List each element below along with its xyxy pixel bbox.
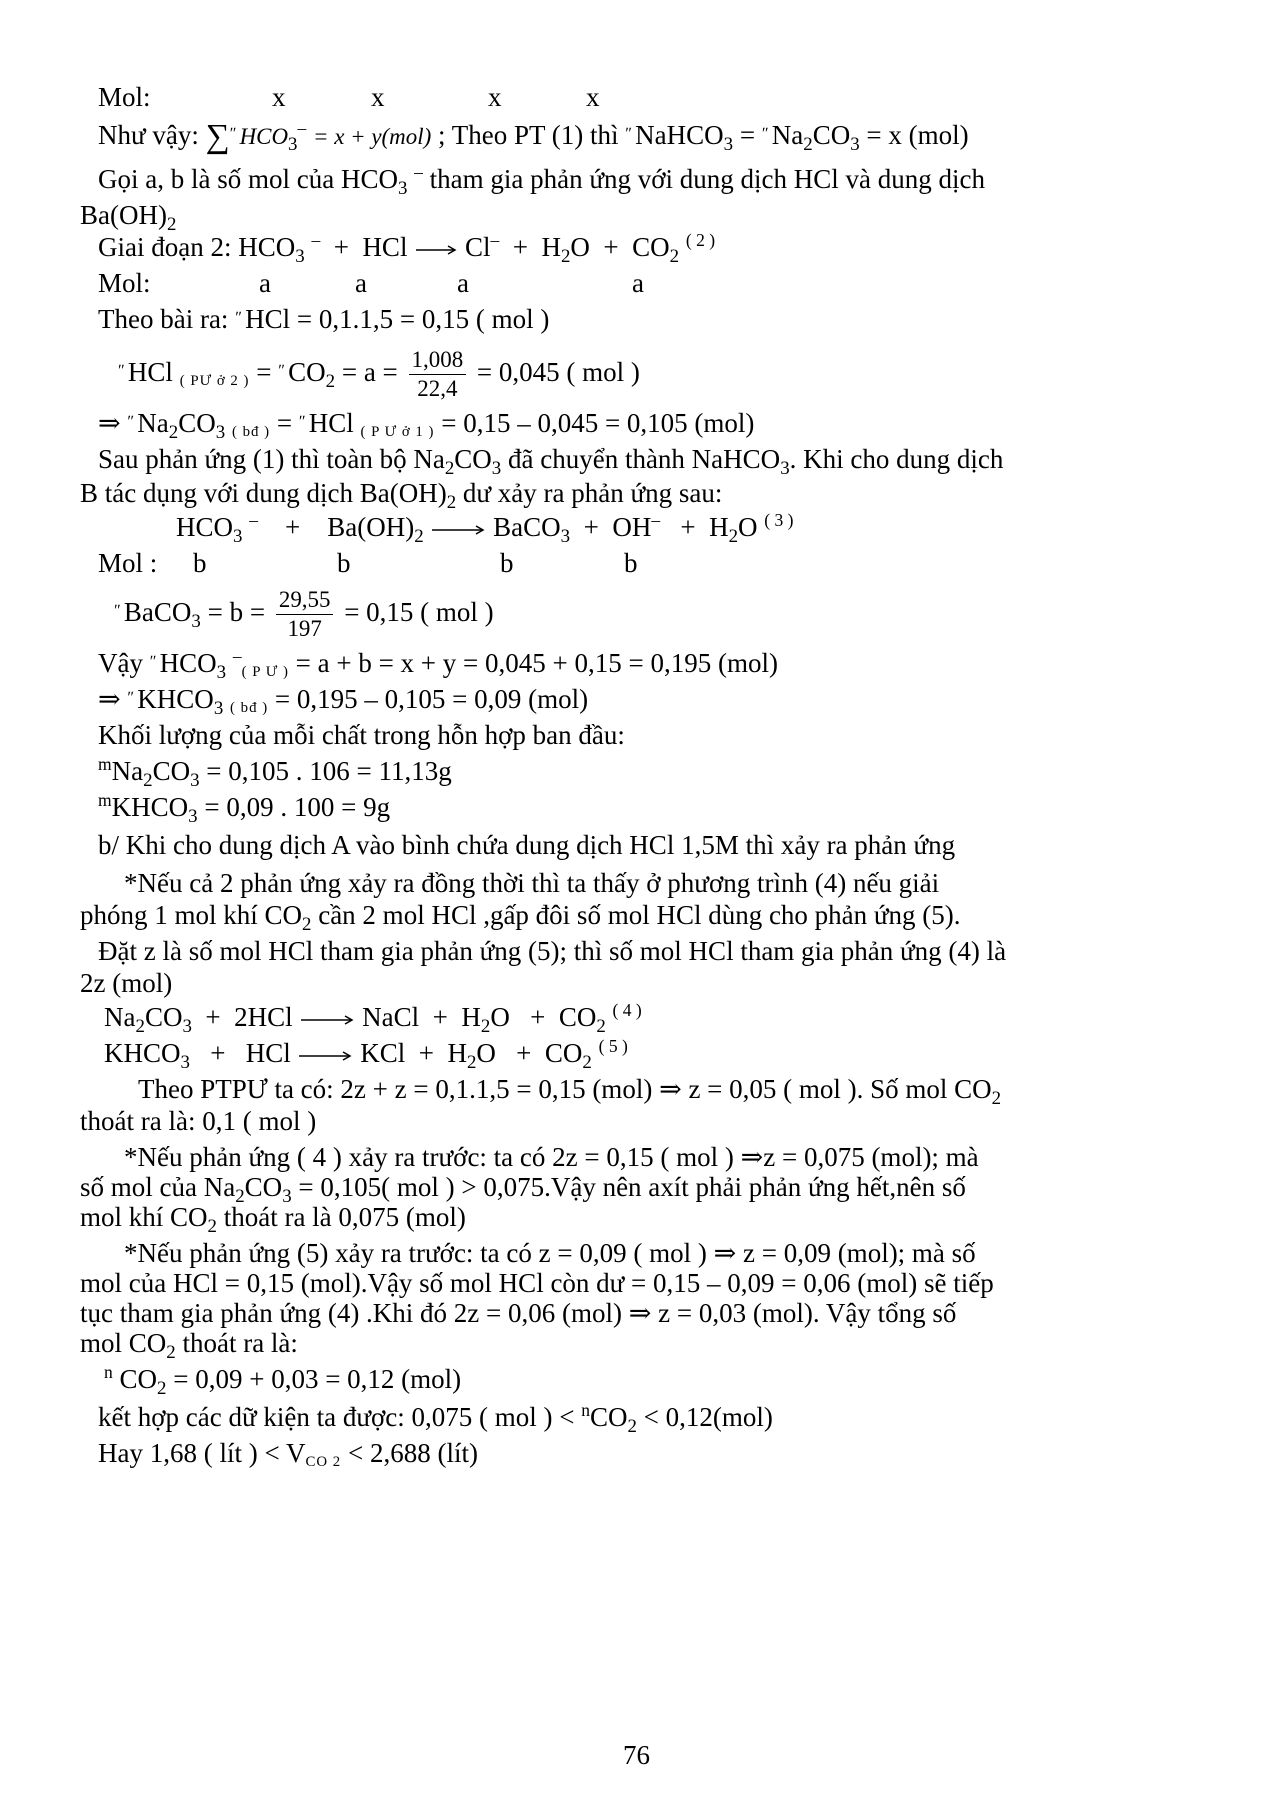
equation-3: $HCO_3$ – + $Ba(OH)_2$ BaCO$_3$ + OH– + $H_2O$ $^{( 3 )}$ bbox=[176, 510, 794, 547]
mol-value: x bbox=[272, 82, 286, 112]
line-theo-bai-ra: Theo bài ra: $^ʺ$ HCl = 0,1.1,5 = 0,15 ( mol ) bbox=[98, 304, 550, 334]
line-na2co3-bd: ⇒ $^ʺ$ $Na_2CO_3$ ( bđ ) = $^ʺ$ HCl ( P Ư ở 1 ) = 0,15 – 0,045 = 0,105 (mol) bbox=[98, 408, 755, 443]
mol-value: a bbox=[259, 268, 271, 298]
arrow-icon bbox=[299, 1014, 355, 1026]
paragraph-sau-pu1-cont: B tác dụng với dung dịch $Ba(OH)_2$ dư xảy ra phản ứng sau: bbox=[80, 478, 723, 513]
fraction: $\frac{29,55}{197}$ bbox=[276, 586, 334, 643]
mol-value: a bbox=[457, 268, 469, 298]
fraction: $\frac{1,008}{22,4}$ bbox=[409, 346, 467, 403]
line-m-na2co3: $^mNa_2CO_3 = 0,105$ . 106 = 11,13g bbox=[98, 754, 452, 791]
line-mol-x bbox=[98, 80, 151, 114]
paragraph-p5-cont: mol của HCl = 0,15 (mol).Vậy số mol HCl còn dư = 0,15 – 0,09 = 0,06 (mol) sẽ tiếp bbox=[80, 1268, 994, 1298]
mol-label: Mol: bbox=[98, 82, 151, 112]
paragraph-p4: *Nếu phản ứng ( 4 ) xảy ra trước: ta có 2z = 0,15 ( mol ) ⇒z = 0,075 (mol); mà bbox=[124, 1142, 979, 1172]
mol-value: b bbox=[337, 548, 351, 578]
paragraph-p5-cont3: mol $CO_2$ thoát ra là: bbox=[80, 1328, 298, 1363]
equation-4: $Na_2CO_3 + 2HCl$ NaCl + $H_2O + CO_2$ $^{( 4 )}$ bbox=[104, 1000, 642, 1037]
line-hcl-pu2: $^ʺ$ HCl ( PƯ ở 2 ) = $^ʺ$ $CO_2 = a$ = $\frac{1,008}{22,4}$ = 0,045 ( mol ) bbox=[118, 347, 640, 402]
line-nhu-vay: Như vậy: ∑$^ʺ$ $HCO_3^- = x + y(mol)$ ; Theo PT (1) thì $^ʺ$ NaHCO$_3$ = $^ʺ$ $Na_2CO_3 = x$ (mol) bbox=[98, 117, 969, 155]
line-m-khco3: $^mKHCO_3 = 0,09$ . 100 = 9g bbox=[98, 790, 391, 827]
paragraph-p5-cont2: tục tham gia phản ứng (4) .Khi đó 2z = 0,06 (mol) ⇒ z = 0,03 (mol). Vậy tổng số bbox=[80, 1298, 957, 1328]
mol-value: a bbox=[632, 268, 644, 298]
line-vay-hco3: Vậy $^ʺ$ $HCO_3$ –( P Ư ) = a + b = x + y = 0,045 + 0,15 = 0,195 (mol) bbox=[98, 646, 778, 683]
mol-value: b bbox=[624, 548, 638, 578]
page-number: 76 bbox=[623, 1740, 650, 1770]
mol-value: x bbox=[586, 82, 600, 112]
mol-value: x bbox=[488, 82, 502, 112]
line-hay: Hay 1,68 ( lít ) < VCO 2 < 2,688 (lít) bbox=[98, 1438, 478, 1471]
line-ket-hop: kết hợp các dữ kiện ta được: 0,075 ( mol ) < $^nCO_2 < 0,12(mol)$ bbox=[98, 1400, 773, 1437]
line-khoi-luong: Khối lượng của mỗi chất trong hỗn hợp ban đầu: bbox=[98, 720, 625, 750]
line-part-b: b/ Khi cho dung dịch A vào bình chứa dung dịch HCl 1,5M thì xảy ra phản ứng bbox=[98, 830, 956, 860]
mol-value: b bbox=[193, 548, 207, 578]
line-mol-b: Mol : bbox=[98, 548, 158, 578]
arrow-icon bbox=[430, 524, 486, 536]
arrow-icon bbox=[297, 1050, 353, 1062]
paragraph-ptpu-cont: thoát ra là: 0,1 ( mol ) bbox=[80, 1106, 317, 1136]
line-baoh2: $Ba(OH)_2$ bbox=[80, 200, 177, 235]
line-khco3-bd: ⇒ $^ʺ$ $KHCO_3$ ( bđ ) = 0,195 – 0,105 = 0,09 (mol) bbox=[98, 684, 589, 719]
line-baco3: $^ʺ$ BaCO$_3$ = b = $\frac{29,55}{197}$ = 0,15 ( mol ) bbox=[114, 587, 494, 642]
paragraph-goi-ab: Gọi a, b là số mol của $HCO_3$ – tham gia phản ứng với dung dịch HCl và dung dịch bbox=[98, 162, 986, 199]
equation-5: $KHCO_3$ + HCl KCl + $H_2O + CO_2$ $^{( 5 )}$ bbox=[104, 1036, 628, 1073]
paragraph-p5: *Nếu phản ứng (5) xảy ra trước: ta có z = 0,09 ( mol ) ⇒ z = 0,09 (mol); mà số bbox=[124, 1238, 976, 1268]
mol-value: x bbox=[371, 82, 385, 112]
mol-value: a bbox=[355, 268, 367, 298]
paragraph-p4-cont2: mol khí $CO_2$ thoát ra là 0,075 (mol) bbox=[80, 1202, 466, 1237]
line-mol-a: Mol: bbox=[98, 268, 151, 298]
paragraph-neu-ca2-cont: phóng 1 mol khí $CO_2$ cần 2 mol HCl ,gấp đôi số mol HCl dùng cho phản ứng (5). bbox=[80, 900, 961, 935]
paragraph-p4-cont: số mol của $Na_2CO_3 = 0,105$( mol ) > 0,075.Vậy nên axít phải phản ứng hết,nên số bbox=[80, 1172, 966, 1207]
paragraph-neu-ca2: *Nếu cả 2 phản ứng xảy ra đồng thời thì ta thấy ở phương trình (4) nếu giải bbox=[124, 868, 940, 898]
paragraph-dat-z: Đặt z là số mol HCl tham gia phản ứng (5); thì số mol HCl tham gia phản ứng (4) là bbox=[98, 936, 1007, 966]
paragraph-ptpu: Theo PTPƯ ta có: 2z + z = 0,1.1,5 = 0,15 (mol) ⇒ z = 0,05 ( mol ). Số mol $CO_2$ bbox=[138, 1074, 1002, 1109]
paragraph-sau-pu1: Sau phản ứng (1) thì toàn bộ $Na_2CO_3$ đã chuyển thành NaHCO$_3$. Khi cho dung dịch bbox=[98, 444, 1004, 479]
mol-value: b bbox=[500, 548, 514, 578]
line-nco2: $^n$ $CO_2 = 0,09 + 0,03 = 0,12$ (mol) bbox=[104, 1362, 462, 1399]
equation-2: Giai đoạn 2: $HCO_3$ – + HCl $Cl^- + H_2O + CO_2$ $^{( 2 )}$ bbox=[98, 230, 716, 267]
arrow-icon bbox=[414, 244, 458, 256]
paragraph-dat-z-cont: 2z (mol) bbox=[80, 968, 173, 998]
